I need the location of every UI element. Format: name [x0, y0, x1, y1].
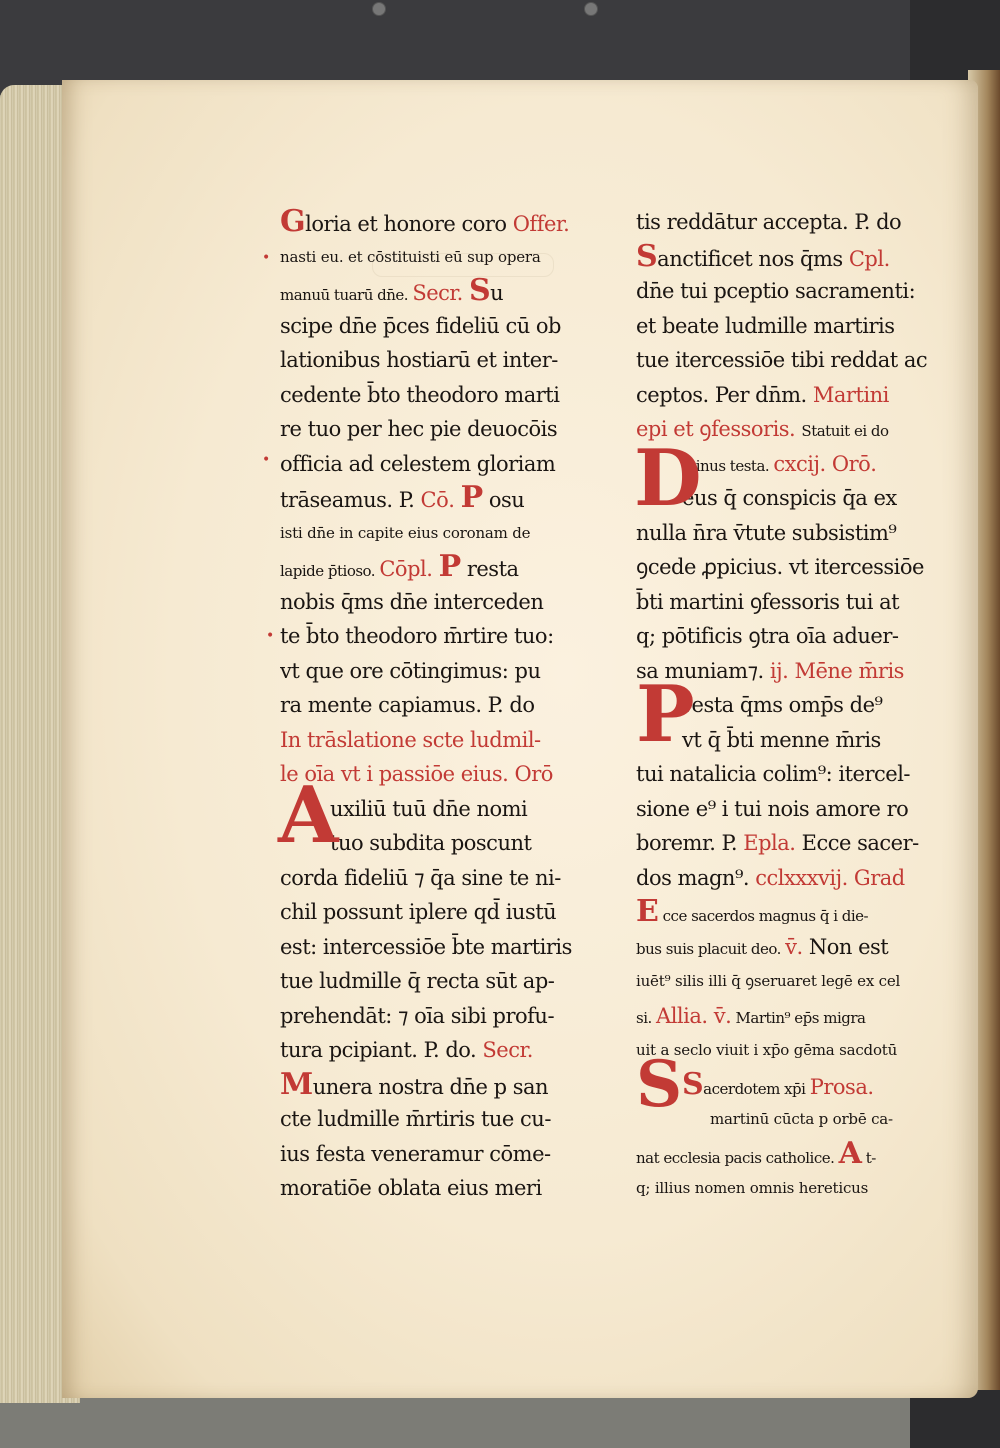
text-line [280, 895, 580, 930]
text-segment: re tuo per hec pie deuocōis [280, 417, 558, 441]
text-segment: vt que ore cōtingimus: pu [280, 658, 541, 683]
margin-mark: • [266, 628, 275, 644]
rubric-text: Cōpl. [379, 557, 433, 581]
text-segment: q; pōtificis ꝯtra oīa aduer- [636, 624, 899, 648]
text-segment: resta [460, 557, 519, 581]
initial-letter-s: S [636, 1047, 683, 1122]
text-segment: uxiliū tuū dn̄e nomi [330, 796, 528, 821]
text-segment: u [490, 281, 504, 305]
text-segment: eus q̄ conspicis q̄a ex [682, 486, 897, 510]
text-line [280, 1171, 580, 1206]
rubric-text: cclxxxvij. Grad [755, 865, 905, 890]
text-line [280, 619, 580, 654]
text-segment: cedente b̄to theodoro marti [280, 382, 560, 407]
rubric-text: Secr. [412, 281, 463, 305]
text-segment: boremr. P. [636, 831, 744, 855]
initial-letter: S [636, 239, 658, 274]
text-segment: q; illius nomen omnis hereticus [636, 1179, 869, 1197]
text-line [636, 309, 936, 344]
text-segment: tura pcipiant. P. do. [280, 1038, 483, 1062]
text-line [280, 274, 580, 309]
text-segment: nat ecclesia pacis catholice. [636, 1148, 839, 1167]
rubric-text: Allia. v̄. [656, 1003, 732, 1028]
text-segment: unera nostra dn̄e p san [312, 1074, 549, 1099]
text-segment: vt q̄ b̄ti menne m̄ris [682, 727, 881, 752]
text-segment: Ecce sacer- [795, 831, 919, 855]
text-line [280, 964, 580, 999]
text-segment: cte ludmille m̄rtiris tue cu- [280, 1107, 551, 1131]
rubric-text: Offer. [512, 212, 570, 236]
rubric-text: cxcij. [773, 451, 826, 476]
text-segment: acerdotem xp̄i [703, 1079, 810, 1098]
text-line [280, 723, 580, 758]
text-line [280, 585, 580, 620]
margin-mark: • [262, 250, 271, 266]
text-line [280, 447, 580, 482]
screw-icon [584, 2, 598, 16]
initial-letter-d: D [634, 433, 702, 524]
screw-icon [372, 2, 386, 16]
text-segment: dn̄e tui pceptio sacramenti: [636, 279, 916, 303]
text-line [636, 274, 936, 309]
text-line [280, 654, 580, 689]
rubric-text: Cpl. [848, 246, 890, 271]
text-line [280, 309, 580, 344]
text-segment: ceptos. Per dn̄m. [636, 382, 813, 407]
initial-letter: S [469, 274, 491, 308]
text-line [636, 240, 936, 275]
text-line [280, 550, 580, 585]
text-line [636, 964, 936, 999]
text-segment: isti dn̄e in capite eius coronam de [280, 523, 531, 542]
text-segment: te b̄to theodoro m̄rtire tuo: [280, 624, 554, 648]
rubric-text: Martini [812, 382, 889, 407]
text-segment: uit a seclo viuit i xp̄o gēma sacdotū [636, 1041, 898, 1059]
text-segment: corda fideliū ⁊ q̄a sine te ni- [280, 865, 561, 890]
text-line [280, 240, 580, 275]
text-segment: sa muniam⁊. [636, 658, 770, 683]
text-line [280, 861, 580, 896]
text-segment: Martin⁹ ep̄s migra [731, 1008, 866, 1027]
text-line [636, 999, 936, 1034]
text-segment: ius festa veneramur cōme- [280, 1141, 551, 1166]
rubric-text: ij. Mēne m̄ris [769, 658, 904, 683]
text-segment: chil possunt iplere qd̄ iustū [280, 900, 557, 924]
text-line [636, 1171, 936, 1206]
text-segment: tuo subdita poscunt [330, 831, 532, 855]
text-line [636, 861, 936, 896]
rubric-text: Secr. [482, 1038, 533, 1062]
text-segment: prehendāt: ⁊ oīa sibi profu- [280, 1003, 555, 1028]
initial-letter: S [682, 1067, 704, 1102]
text-line [280, 1068, 580, 1103]
initial-letter: E [636, 895, 659, 929]
text-segment: Statuit ei do [801, 422, 889, 440]
text-segment: trāseamus. P. [280, 488, 421, 512]
text-segment: tue ludmille q̄ recta sūt ap- [280, 969, 555, 993]
text-segment: dos magn⁹. [636, 865, 756, 890]
text-line [636, 930, 936, 965]
text-line [280, 999, 580, 1034]
text-segment: nulla n̄ra v̄tute subsistim⁹ [636, 520, 897, 545]
text-line [636, 826, 936, 861]
text-segment: resta q̄ms omp̄s de⁹ [682, 693, 883, 717]
text-segment: t- [861, 1148, 876, 1167]
text-line [636, 757, 936, 792]
text-line [280, 378, 580, 413]
text-segment: minus testa. [682, 456, 774, 475]
initial-letter-p: P [636, 669, 695, 760]
text-segment: ꝯcede ꝓpicius. vt itercessiōe [636, 555, 924, 579]
text-line [280, 343, 580, 378]
rubric-text: Prosa. [809, 1074, 874, 1099]
text-segment: si. [636, 1008, 657, 1027]
text-segment: martinū cūcta p orbē ca- [710, 1110, 893, 1128]
text-line [636, 378, 936, 413]
text-line [636, 343, 936, 378]
text-line [636, 895, 936, 930]
text-line [280, 412, 580, 447]
initial-letter: A [838, 1136, 862, 1171]
text-segment: officia ad celestem gloriam [280, 451, 556, 476]
left-text-column [280, 205, 580, 1206]
rubric-text: epi et ꝯfessoris. [636, 417, 802, 441]
text-line [280, 205, 580, 240]
text-segment: est: intercessiōe b̄te martiris [280, 934, 572, 959]
text-segment: cce sacerdos magnus q̄ i die- [658, 907, 869, 925]
text-line [280, 1137, 580, 1172]
initial-letter: P [460, 481, 483, 515]
text-segment: osu [482, 488, 525, 512]
text-line [280, 1102, 580, 1137]
text-line [636, 585, 936, 620]
text-segment: anctificet nos q̄ms [657, 246, 849, 271]
text-segment: sione e⁹ i tui nois amore ro [636, 796, 909, 821]
rubric-text: Orō [514, 762, 553, 786]
rubric-text: Orō. [831, 451, 877, 476]
text-line [280, 516, 580, 551]
rubric-text: Epla. [743, 831, 796, 855]
text-segment: b̄ti martini ꝯfessoris tui at [636, 589, 900, 614]
text-line [636, 1137, 936, 1172]
text-segment: loria et honore coro [305, 212, 513, 236]
text-segment: lationibus hostiarū et inter- [280, 348, 558, 372]
rubric-text: Cō. [420, 488, 455, 512]
text-segment: tue itercessiōe tibi reddat ac [636, 348, 928, 372]
text-segment: ra mente capiamus. P. do [280, 693, 535, 717]
text-segment: lapide p̄tioso. [280, 562, 380, 580]
initial-letter-a: A [278, 770, 339, 861]
text-segment: Non est [802, 934, 889, 959]
text-segment: nobis q̄ms dn̄e interceden [280, 589, 544, 614]
text-line [636, 792, 936, 827]
margin-mark: • [262, 452, 271, 468]
text-line [280, 930, 580, 965]
rubric-text: v̄. [785, 934, 803, 959]
rubric-text: le oīa vt i passiōe eius. [280, 762, 515, 786]
text-line [636, 619, 936, 654]
initial-letter: M [280, 1067, 313, 1102]
text-line [636, 550, 936, 585]
text-line [636, 205, 936, 240]
initial-letter: G [280, 205, 306, 239]
text-line [280, 688, 580, 723]
rubric-text: In trāslatione scte ludmil- [280, 727, 541, 752]
text-segment: tis reddātur accepta. P. do [636, 210, 902, 234]
text-segment: scipe dn̄e p̄ces fideliū cū ob [280, 313, 561, 338]
text-segment: et beate ludmille martiris [636, 313, 895, 338]
text-segment: bus suis placuit deo. [636, 939, 786, 958]
text-line [280, 481, 580, 516]
text-line [280, 1033, 580, 1068]
text-segment: manuū tuarū dn̄e. [280, 286, 413, 304]
text-segment: nasti eu. et cōstituisti eū sup opera [280, 247, 541, 266]
initial-letter: P [438, 550, 461, 584]
text-segment: tui natalicia colim⁹: itercel- [636, 762, 911, 786]
text-segment: iuēt⁹ silis illi q̄ ꝯseruaret legē ex cel [636, 972, 901, 990]
text-segment: moratiōe oblata eius meri [280, 1176, 542, 1200]
